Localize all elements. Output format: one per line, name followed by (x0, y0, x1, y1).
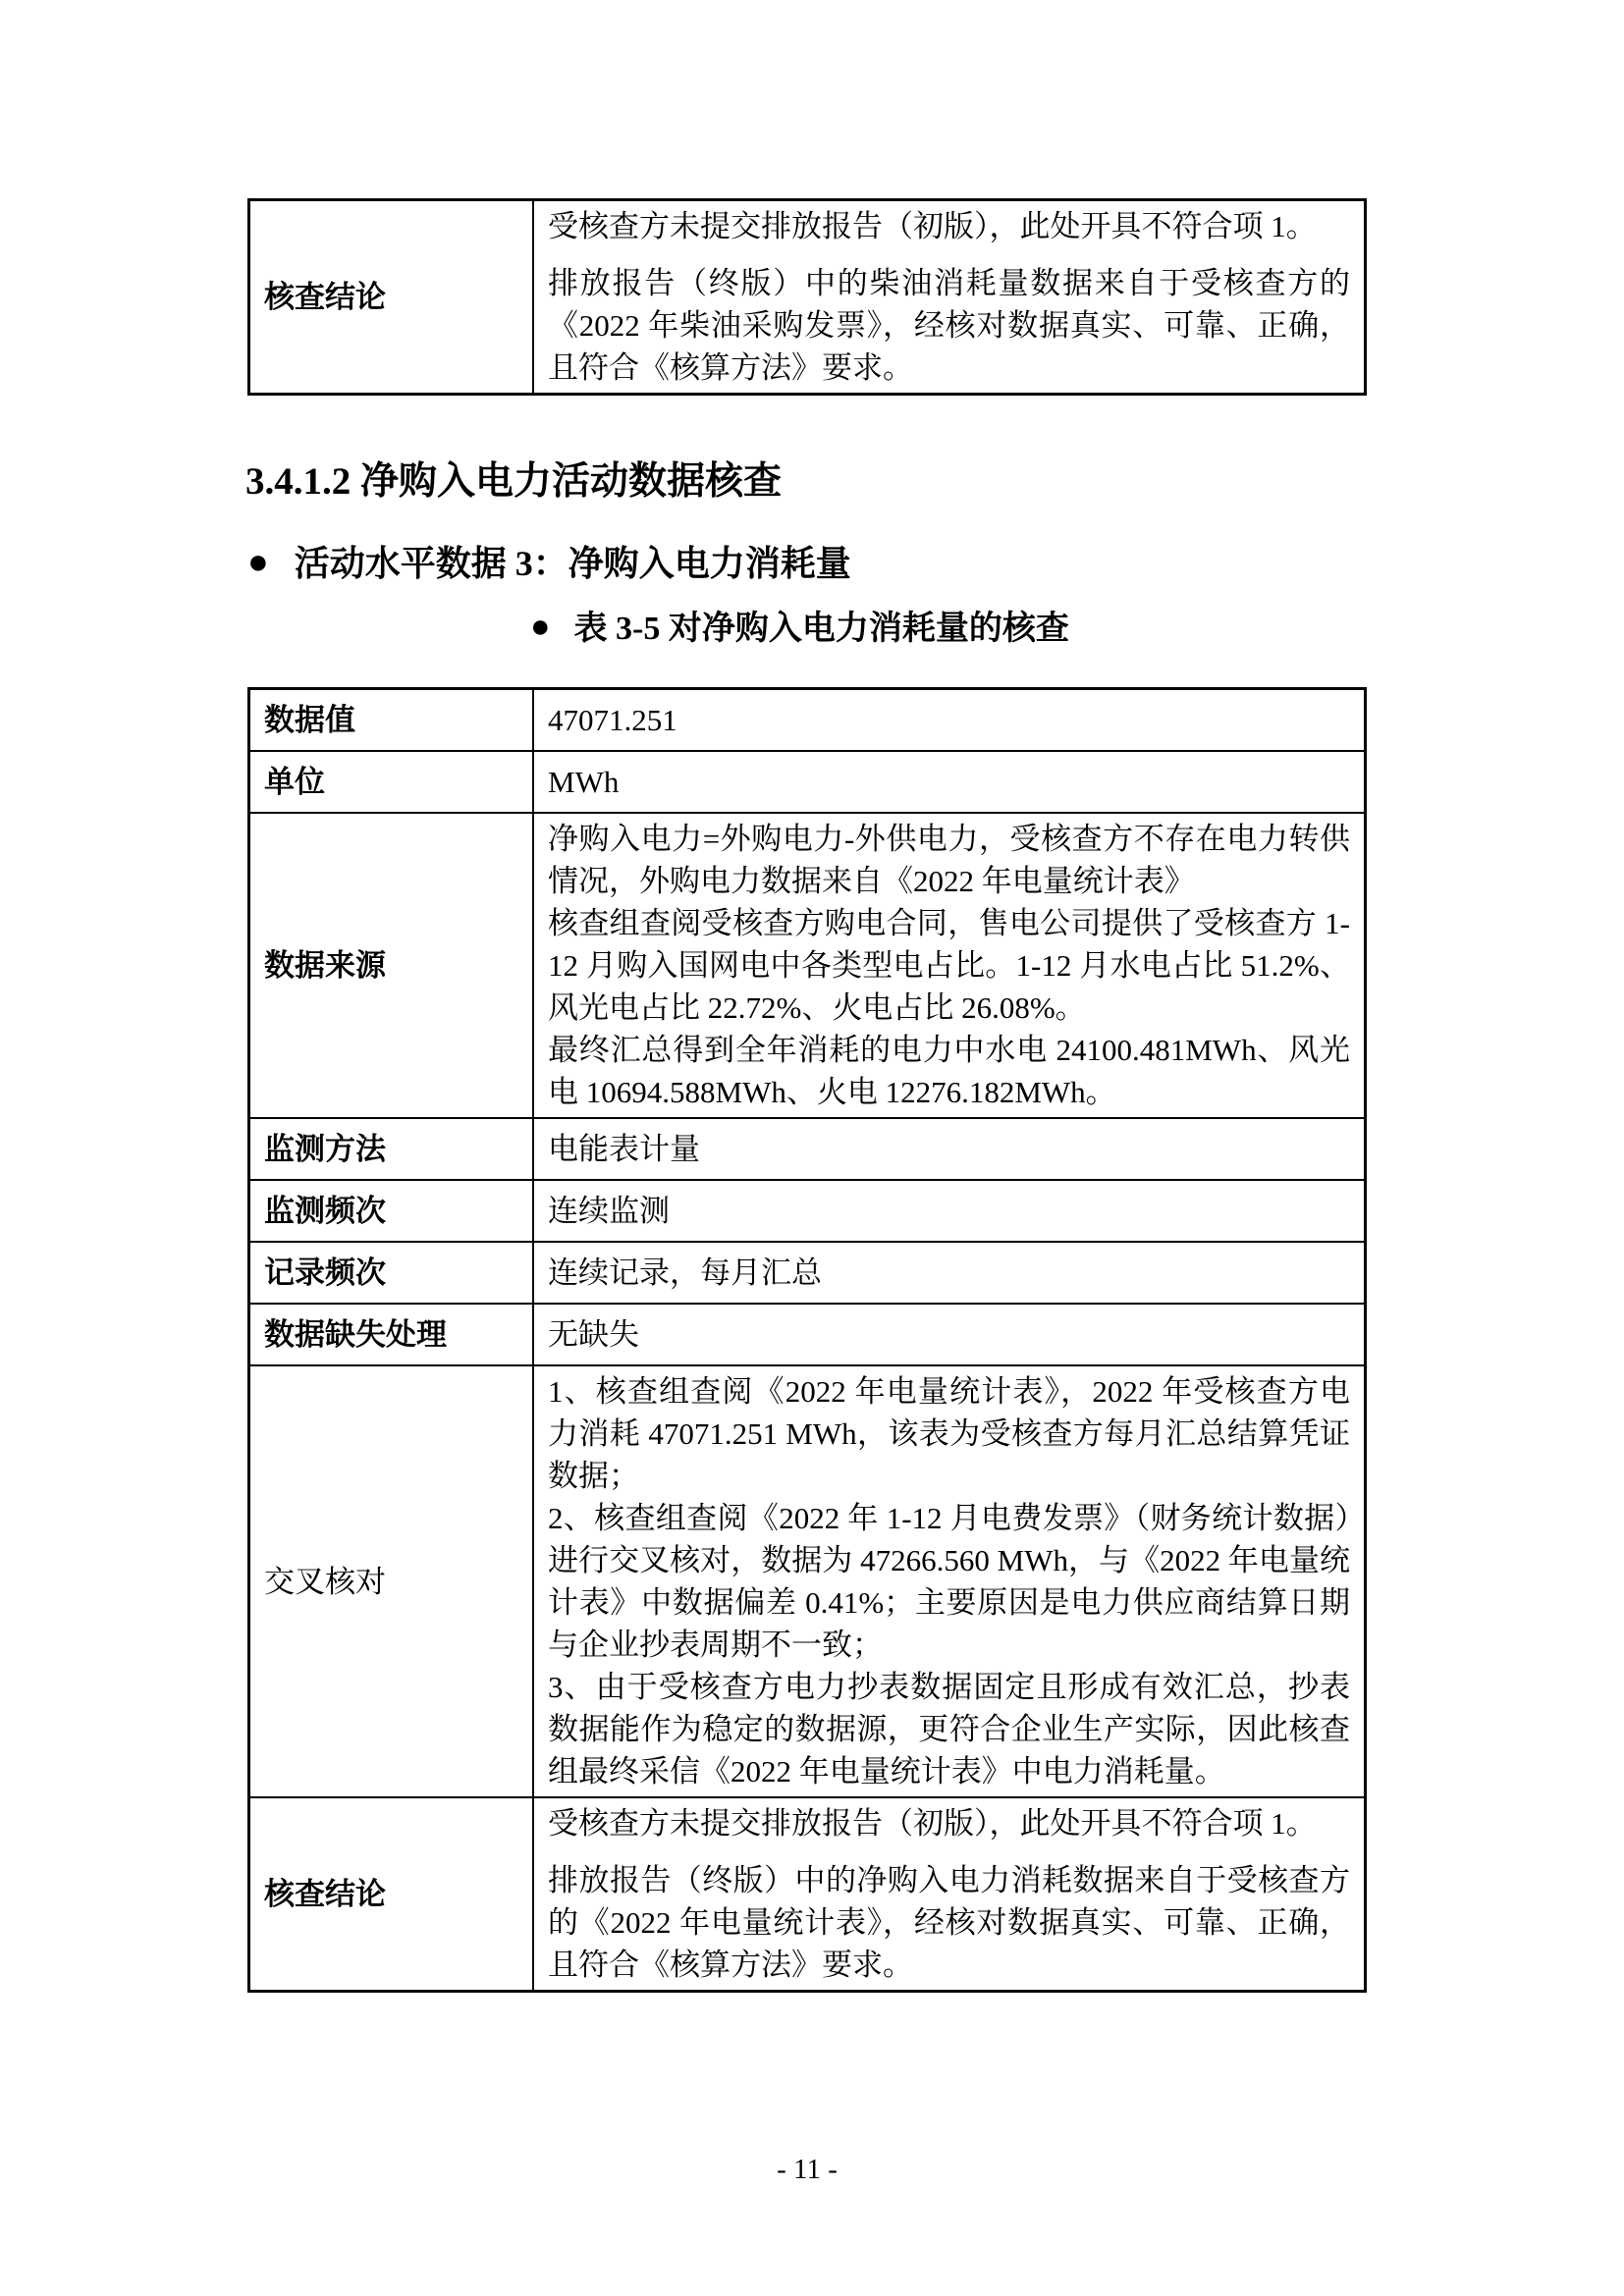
row-label: 监测频次 (249, 1180, 534, 1242)
paragraph: 核查组查阅受核查方购电合同，售电公司提供了受核查方 1-12 月购入国网电中各类型电占比。1-12 月水电占比 51.2%、风光电占比 22.72%、火电占比 26.08%。 (548, 906, 1350, 1025)
bullet-icon: ● (530, 609, 551, 645)
row-label-conclusion: 核查结论 (249, 200, 534, 395)
table-row-missing-data (249, 1304, 1366, 1365)
row-value (533, 1365, 1366, 1797)
paragraph: 受核查方未提交排放报告（初版），此处开具不符合项 1。 (548, 209, 1317, 243)
table-caption-line (530, 609, 1069, 650)
row-value (533, 813, 1366, 1118)
row-value-conclusion (533, 200, 1366, 395)
paragraph: 3、由于受核查方电力抄表数据固定且形成有效汇总，抄表数据能作为稳定的数据源，更符合企业生产实际，因此核查组最终采信《2022 年电量统计表》中电力消耗量。 (548, 1670, 1350, 1789)
row-label: 监测方法 (249, 1118, 534, 1180)
bullet-icon: ● (247, 542, 269, 581)
verification-conclusion-table (247, 198, 1367, 396)
paragraph: 受核查方未提交排放报告（初版），此处开具不符合项 1。 (548, 1806, 1317, 1841)
row-value: 连续记录，每月汇总 (533, 1242, 1366, 1304)
table-row-data-value (249, 689, 1366, 752)
paragraph: 1、核查组查阅《2022 年电量统计表》，2022 年受核查方电力消耗 47071.251 MWh，该表为受核查方每月汇总结算凭证数据； (548, 1374, 1350, 1493)
conclusion-table-fragment (247, 198, 1367, 396)
row-label: 核查结论 (249, 1797, 534, 1992)
table-row-data-source (249, 813, 1366, 1118)
row-label: 单位 (249, 751, 534, 813)
section-heading: 3.4.1.2 净购入电力活动数据核查 (245, 460, 783, 503)
row-value: 电能表计量 (533, 1118, 1366, 1180)
row-label: 交叉核对 (249, 1365, 534, 1797)
paragraph: 排放报告（终版）中的净购入电力消耗数据来自于受核查方的《2022 年电量统计表》，经核对数据真实、可靠、正确，且符合《核算方法》要求。 (548, 1863, 1350, 1982)
table-row-monitoring-frequency (249, 1180, 1366, 1242)
page-number: - 11 - (777, 2154, 838, 2185)
activity-data-label: 活动水平数据 3：净购入电力消耗量 (294, 544, 851, 583)
verification-table-wrap (247, 687, 1367, 1993)
table-caption: 表 3-5 对净购入电力消耗量的核查 (573, 611, 1069, 647)
row-label: 记录频次 (249, 1242, 534, 1304)
table-row-monitoring-method (249, 1118, 1366, 1180)
paragraph: 2、核查组查阅《2022 年 1-12 月电费发票》（财务统计数据）进行交叉核对，数据为 47266.560 MWh，与《2022 年电量统计表》中数据偏差 0.41%；主要原因是电力供应商结算日期与企业抄表周期不一致； (548, 1501, 1350, 1662)
table-row-unit (249, 751, 1366, 813)
table-row-conclusion (249, 1797, 1366, 1992)
row-value: 连续监测 (533, 1180, 1366, 1242)
table-row-record-frequency (249, 1242, 1366, 1304)
table-row-cross-check (249, 1365, 1366, 1797)
row-value: 47071.251 (533, 689, 1366, 752)
table-row (249, 200, 1366, 395)
row-label: 数据值 (249, 689, 534, 752)
row-label: 数据缺失处理 (249, 1304, 534, 1365)
row-value: 无缺失 (533, 1304, 1366, 1365)
activity-data-line (247, 542, 851, 585)
verification-table (247, 687, 1367, 1993)
paragraph: 排放报告（终版）中的柴油消耗量数据来自于受核查方的《2022 年柴油采购发票》，经核对数据真实、可靠、正确，且符合《核算方法》要求。 (548, 266, 1350, 385)
row-label: 数据来源 (249, 813, 534, 1118)
paragraph: 最终汇总得到全年消耗的电力中水电 24100.481MWh、风光电 10694.588MWh、火电 12276.182MWh。 (548, 1033, 1350, 1109)
row-value (533, 1797, 1366, 1992)
row-value: MWh (533, 751, 1366, 813)
paragraph: 净购入电力=外购电力-外供电力，受核查方不存在电力转供情况，外购电力数据来自《2022 年电量统计表》 (548, 822, 1350, 898)
